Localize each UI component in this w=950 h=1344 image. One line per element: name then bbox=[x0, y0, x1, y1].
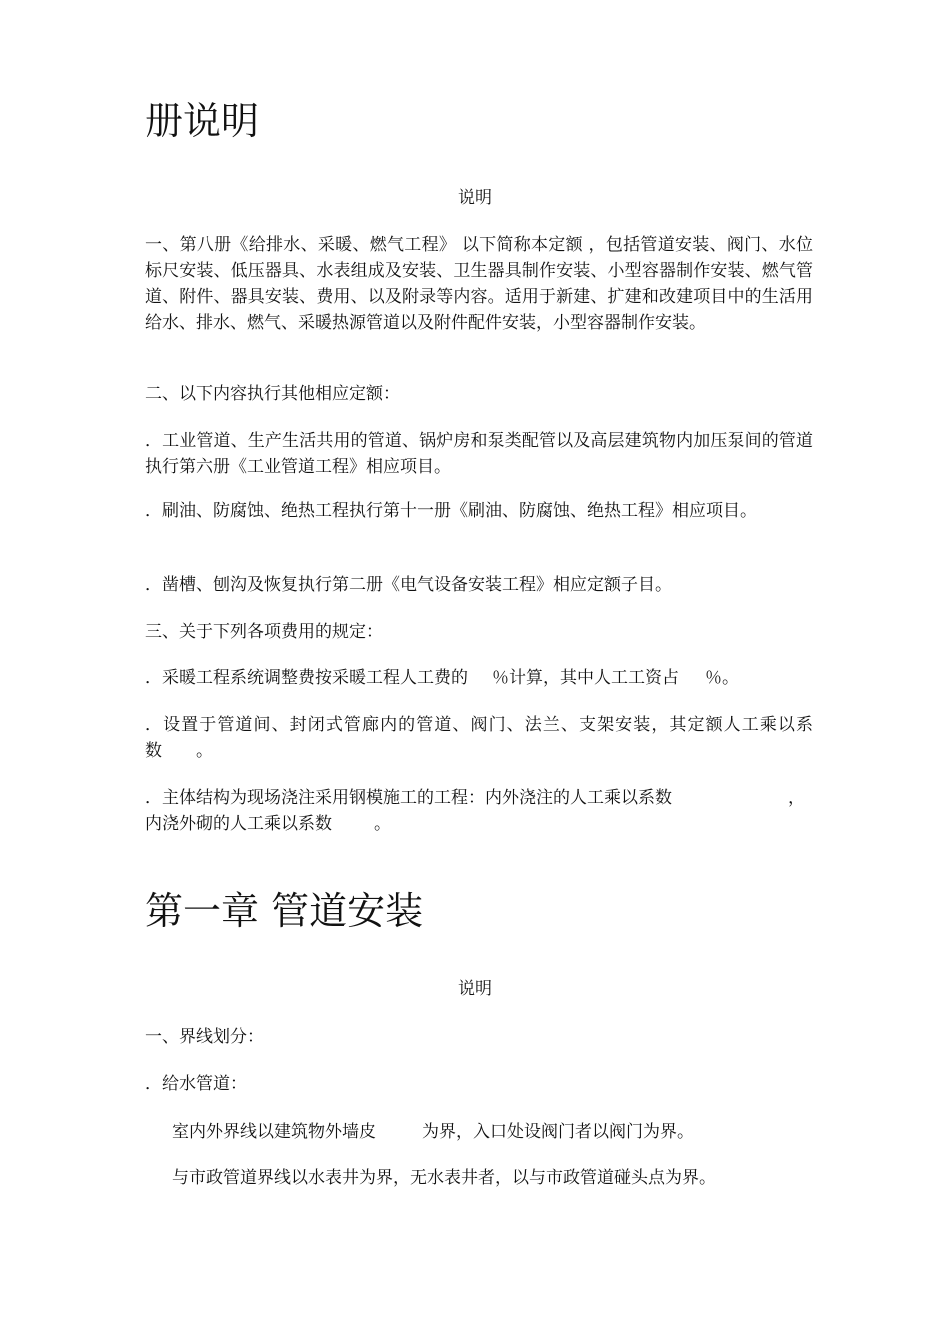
intro-item-2-3: ．凿槽、刨沟及恢复执行第二册《电气设备安装工程》相应定额子目。 bbox=[145, 575, 672, 595]
chapter-item-1-line-b: 与市政管道界线以水表井为界，无水表井者，以与市政管道碰头点为界。 bbox=[172, 1168, 716, 1188]
chapter-item-1-line-a-part-1: 室内外界线以建筑物外墙皮 bbox=[172, 1122, 376, 1142]
chapter-section-1: 一、界线划分： bbox=[145, 1027, 264, 1047]
intro-paragraph-1: 一、第八册《给排水、采暖、燃气工程》 以下简称本定额 ，包括管道安装、阀门、水位标尺安装、低压器具、水表组成及安装、卫生器具制作安装、小型容器制作安装、燃气管道、附件、器具安装、费用、以及附录等内容。适用于新建、扩建和改建项目中的生活用给水、排水、燃气、采暖热源管道以及附件配件安装，小型容器制作安装。 bbox=[145, 235, 813, 333]
chapter-item-1: ．给水管道： bbox=[145, 1074, 247, 1094]
intro-item-3-1 bbox=[145, 665, 739, 691]
intro-item-2-2: ．刷油、防腐蚀、绝热工程执行第十一册《刷油、防腐蚀、绝热工程》相应项目。 bbox=[145, 501, 757, 521]
intro-paragraph-2: 二、以下内容执行其他相应定额： bbox=[145, 384, 400, 404]
section-title: 说明 bbox=[458, 188, 492, 208]
intro-item-3-3-part-c: 内浇外砌的人工乘以系数 bbox=[145, 814, 332, 834]
chapter-item-1-line-a-part-2: 为界，入口处设阀门者以阀门为界。 bbox=[422, 1122, 694, 1142]
chapter-subtitle: 说明 bbox=[458, 979, 492, 999]
intro-item-2-1: ．工业管道、生产生活共用的管道、锅炉房和泵类配管以及高层建筑物内加压泵间的管道执行第六册《工业管道工程》相应项目。 bbox=[145, 431, 813, 477]
intro-item-3-1-part-b: ％计算，其中人工工资占 bbox=[492, 668, 679, 688]
book-title: 册说明 bbox=[145, 99, 260, 143]
intro-item-3-1-part-a: ．采暖工程系统调整费按采暖工程人工费的 bbox=[145, 668, 468, 688]
intro-item-3-1-part-c: ％。 bbox=[705, 668, 739, 688]
chapter-item-1-line-a bbox=[172, 1119, 694, 1145]
intro-item-3-3 bbox=[145, 785, 813, 837]
intro-paragraph-3: 三、关于下列各项费用的规定： bbox=[145, 622, 383, 642]
intro-item-3-3-part-b: ， bbox=[788, 788, 805, 808]
chapter-title: 第一章 管道安装 bbox=[145, 889, 424, 933]
intro-item-3-2: ．设置于管道间、封闭式管廊内的管道、阀门、法兰、支架安装，其定额人工乘以系数 。 bbox=[145, 715, 813, 761]
intro-item-3-3-part-d: 。 bbox=[374, 814, 391, 834]
intro-item-3-3-part-a: ．主体结构为现场浇注采用钢模施工的工程：内外浇注的人工乘以系数 bbox=[145, 788, 672, 808]
